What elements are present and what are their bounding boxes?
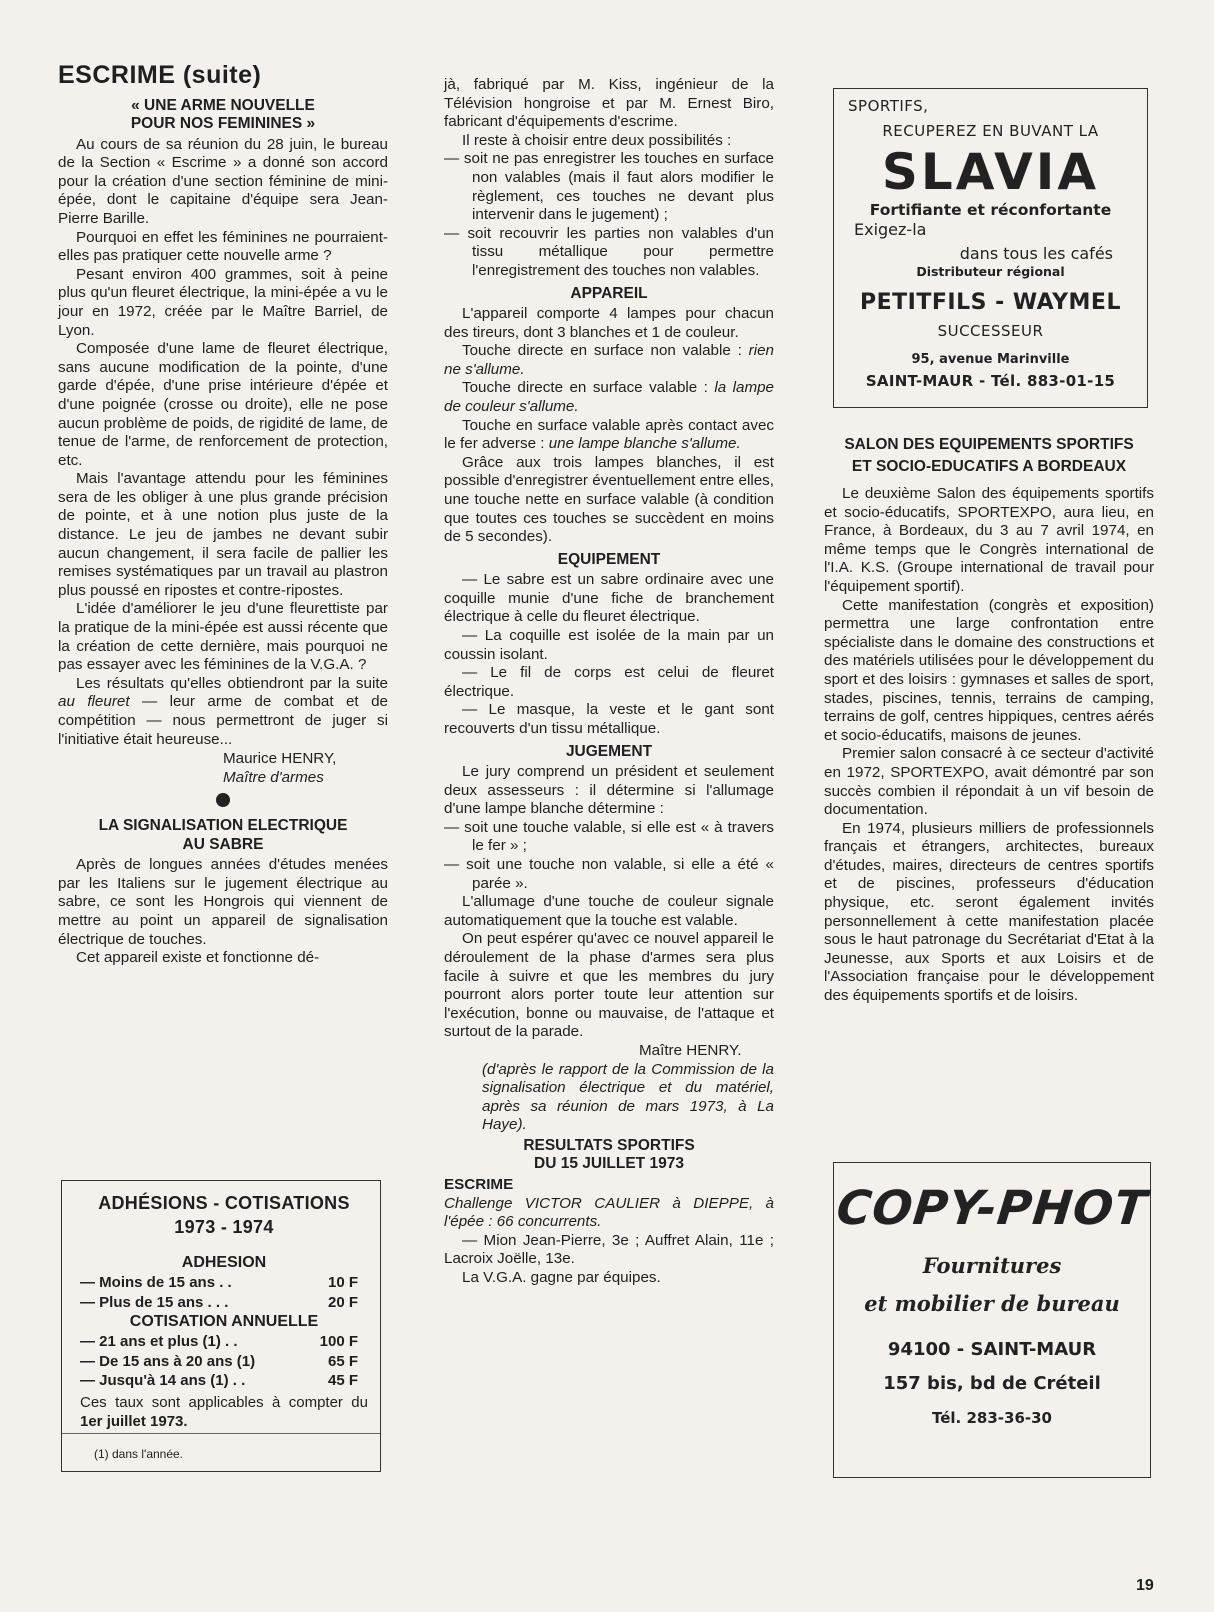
dash-item: — soit une touche non valable, si elle a été « parée ». xyxy=(444,856,774,892)
paragraph: Composée d'une lame de fleuret électrique, sans aucune modification de la pointe, d'une garde d'épée, d'une prise intérieure d'épée et d'une poignée (crosse ou droite), elle ne pose aucun problème de poids, de rigidité de lame, de tenue de l'arme, de renforcement de protection, etc. xyxy=(58,340,388,469)
adhesion-heading: ADHESION xyxy=(181,1254,267,1271)
dash-item: — soit recouvrir les parties non valables d'un tissu métallique pour permettre l'enregistrement des touches non valables. xyxy=(444,224,774,279)
page-title: ESCRIME (suite) xyxy=(58,61,262,89)
paragraph: Il reste à choisir entre deux possibilités : xyxy=(462,131,732,149)
article-title: « UNE ARME NOUVELLE POUR NOS FEMININES » xyxy=(130,96,316,133)
paragraph: Mais l'avantage attendu pour les féminines sera de les obliger à une plus grande précision de pointe, et à une notion plus juste de la distance. Le jeu de jambes ne devant subir aucun changement, il sera facile de pallier les remises systématiques par un travail au plastron plus poussé en ripostes et contre-ripostes. xyxy=(58,470,388,599)
paragraph: Le deuxième Salon des équipements sportifs et socio-éducatifs, SPORTEXPO, aura lieu, en France, à Bordeaux, du 3 au 7 avril 1974, en même temps que le Congrès international de l'I.A. K.S. (Groupe international de travail pour l'équipement sportif). xyxy=(824,485,1154,595)
paragraph: Touche en surface valable après contact avec le fer adverse : une lampe blanche s'allume. xyxy=(444,416,774,453)
price-row: — Jusqu'à 14 ans (1) . . 45 F xyxy=(80,1372,358,1389)
ad-address: 95, avenue Marinville xyxy=(911,352,1070,367)
paragraph: Touche directe en surface valable : la lampe de couleur s'allume. xyxy=(444,379,775,415)
signature-name: Maurice HENRY, xyxy=(223,750,337,768)
cotisation-heading: COTISATION ANNUELLE xyxy=(129,1313,319,1330)
column-1 xyxy=(58,62,388,968)
results: La V.G.A. gagne par équipes. xyxy=(462,1268,661,1286)
ad-line: SPORTIFS, xyxy=(848,97,929,115)
ad-line: Distributeur régional xyxy=(916,264,1065,279)
paragraph: Grâce aux trois lampes blanches, il est possible d'enregistrer éventuellement entre elles, une touche nette en surface valable (à condition que toutes ces touches se succèdent en moins de 5 secondes). xyxy=(444,453,774,546)
paragraph: L'appareil comporte 4 lampes pour chacun des tireurs, dont 3 blanches et 1 de couleur. xyxy=(444,305,774,341)
box-note: Ces taux sont applicables à compter du 1er juillet 1973. xyxy=(80,1393,368,1430)
paragraph: — La coquille est isolée de la main par un coussin isolant. xyxy=(444,627,774,663)
signature: Maître HENRY. xyxy=(639,1042,742,1059)
paragraph: L'allumage d'une touche de couleur signale automatiquement que la touche est valable. xyxy=(444,893,774,929)
article-title: SALON DES EQUIPEMENTS SPORTIFS ET SOCIO-EDUCATIFS A BORDEAUX xyxy=(844,436,1134,475)
paragraph: jà, fabriqué par M. Kiss, ingénieur de la Télévision hongroise et par M. Ernest Biro, fabricant d'équipements d'escrime. xyxy=(444,76,774,131)
paragraph: On peut espérer qu'avec ce nouvel appareil le déroulement de la phase d'armes sera plus facile à suivre et que les membres du jury pourront alors porter toute leur attention sur l'exécution, bonne ou mauvaise, de l'attaque et surtout de la parade. xyxy=(444,930,774,1041)
paragraph: Après de longues années d'études menées par les Italiens sur le jugement électrique au sabre, ce sont les Hongrois qui viennent de mettre au point un appareil de signalisation électrique de touches. xyxy=(58,856,388,948)
article-title: LA SIGNALISATION ELECTRIQUE AU SABRE xyxy=(98,817,348,853)
results: — Mion Jean-Pierre, 3e ; Auffret Alain, 11e ; Lacroix Joëlle, 13e. xyxy=(444,1231,774,1268)
copyphot-logo: COPY-PHOT xyxy=(833,1181,1151,1236)
paragraph: Le jury comprend un président et seulement deux assesseurs : il détermine si l'allumage d'une lampe blanche détermine : xyxy=(444,763,774,818)
sport-label: ESCRIME xyxy=(444,1175,514,1193)
box-footnote: (1) dans l'année. xyxy=(94,1446,184,1461)
price-row: — Moins de 15 ans . . 10 F xyxy=(80,1274,358,1291)
dash-item: — soit ne pas enregistrer les touches en surface non valables (mais il faut alors modifier le règlement, ces touches ne devant plus intervenir dans le jugement) ; xyxy=(444,150,774,224)
price-row: — De 15 ans à 20 ans (1) 65 F xyxy=(80,1352,358,1370)
paragraph: — Le fil de corps est celui de fleuret électrique. xyxy=(444,664,774,700)
box-years: 1973 - 1974 xyxy=(174,1217,274,1237)
ad-address: 94100 - SAINT-MAUR xyxy=(887,1339,1097,1360)
ad-tagline: Fortifiante et réconfortante xyxy=(869,201,1112,219)
price-row: — 21 ans et plus (1) . . 100 F xyxy=(80,1333,358,1350)
signature xyxy=(58,749,388,787)
separator-dot xyxy=(216,793,230,807)
section-heading: APPAREIL xyxy=(570,284,648,302)
slavia-advertisement xyxy=(833,88,1148,408)
footnote-divider xyxy=(62,1433,380,1434)
ad-line: SUCCESSEUR xyxy=(937,322,1044,340)
section-heading: RESULTATS SPORTIFS DU 15 JUILLET 1973 xyxy=(523,1136,695,1173)
section-heading: JUGEMENT xyxy=(565,742,653,760)
paragraph: Cet appareil existe et fonctionne dé- xyxy=(76,949,320,967)
paragraph: L'idée d'améliorer le jeu d'une fleurettiste par la pratique de la mini-épée est aussi récente que la création de cette dernière, mais pourquoi ne pas essayer avec les féminines de la V.G.A. ? xyxy=(58,600,388,674)
adhesions-box xyxy=(61,1180,381,1472)
paragraph: Pourquoi en effet les féminines ne pourraient-elles pas pratiquer cette nouvelle arme ? xyxy=(58,228,388,265)
paragraph: Premier salon consacré à ce secteur d'activité en 1972, SPORTEXPO, avait démontré par son succès combien il répondait à un vif besoin de documentation. xyxy=(824,745,1154,819)
copyphot-advertisement xyxy=(833,1162,1151,1478)
ad-line: dans tous les cafés xyxy=(959,244,1113,263)
paragraph: Pesant environ 400 grammes, soit à peine plus qu'un fleuret électrique, la mini-épée a vu le jour en 1972, créée par le Maître Barriel, de Lyon. xyxy=(58,265,388,339)
challenge-title: Challenge VICTOR CAULIER à DIEPPE, à l'épée : 66 concurrents. xyxy=(444,1194,774,1231)
source-note: (d'après le rapport de la Commission de la signalisation électrique et du matériel, après sa réunion de mars 1973, à La Haye). xyxy=(482,1060,774,1134)
ad-distributor: PETITFILS - WAYMEL xyxy=(860,290,1121,315)
column-2 xyxy=(444,76,774,1288)
ad-phone: SAINT-MAUR - Tél. 883-01-15 xyxy=(865,372,1116,390)
section-heading: EQUIPEMENT xyxy=(557,550,661,568)
ad-phone: Tél. 283-36-30 xyxy=(932,1409,1052,1427)
dash-item: — soit une touche valable, si elle est « à travers le fer » ; xyxy=(444,818,774,855)
column-3 xyxy=(824,434,1154,1006)
ad-line: RECUPEREZ EN BUVANT LA xyxy=(882,122,1099,140)
paragraph: — Le sabre est un sabre ordinaire avec une coquille munie d'une fiche de branchement électrique à celle du fleuret électrique. xyxy=(444,571,774,626)
page-number: 19 xyxy=(1136,1577,1154,1594)
paragraph: — Le masque, la veste et le gant sont recouverts d'un tissu métallique. xyxy=(444,701,774,737)
slavia-logo: SLAVIA xyxy=(881,143,1100,201)
box-title: ADHÉSIONS - COTISATIONS xyxy=(98,1193,350,1213)
ad-line: Exigez-la xyxy=(854,220,927,239)
ad-line: Fournitures xyxy=(922,1253,1062,1278)
price-row: — Plus de 15 ans . . . 20 F xyxy=(80,1293,358,1311)
paragraph: Au cours de sa réunion du 28 juin, le bureau de la Section « Escrime » a donné son accord pour la création d'une section féminine de mini-épée, dont le capitaine d'équipe sera Jean-Pierre Barille. xyxy=(58,135,388,227)
paragraph: Cette manifestation (congrès et exposition) permettra une large confrontation entre spécialiste dans le domaine des constructions et des matériels utilisées pour le développement du sport et des loisirs : gymnases et salles de sport, stades, piscines, tennis, terrains de camping, terrains de golf, centres hippiques, centres aérés et socio-éducatifs, maisons de jeunes. xyxy=(824,596,1154,744)
signature-title: Maître d'armes xyxy=(223,769,324,787)
paragraph: Les résultats qu'elles obtiendront par la suite au fleuret — leur arme de combat et de compétition — nous permettront de juger si l'initiative était heureuse... xyxy=(58,674,388,748)
paragraph: Touche directe en surface non valable : rien ne s'allume. xyxy=(444,342,774,378)
ad-line: et mobilier de bureau xyxy=(864,1291,1120,1316)
paragraph: En 1974, plusieurs milliers de professionnels français et étrangers, architectes, bureaux d'études, maires, directeurs de centres sportifs et de piscines, professeurs d'éducation physique, etc. seront également invités personnellement à cette manifestation placée sous le haut patronage du Secrétariat d'Etat à la Jeunesse, aux Sports et aux Loisirs et de l'Association française pour le développement des équipements sportifs et de loisirs. xyxy=(824,819,1154,1005)
ad-address: 157 bis, bd de Créteil xyxy=(883,1373,1101,1394)
